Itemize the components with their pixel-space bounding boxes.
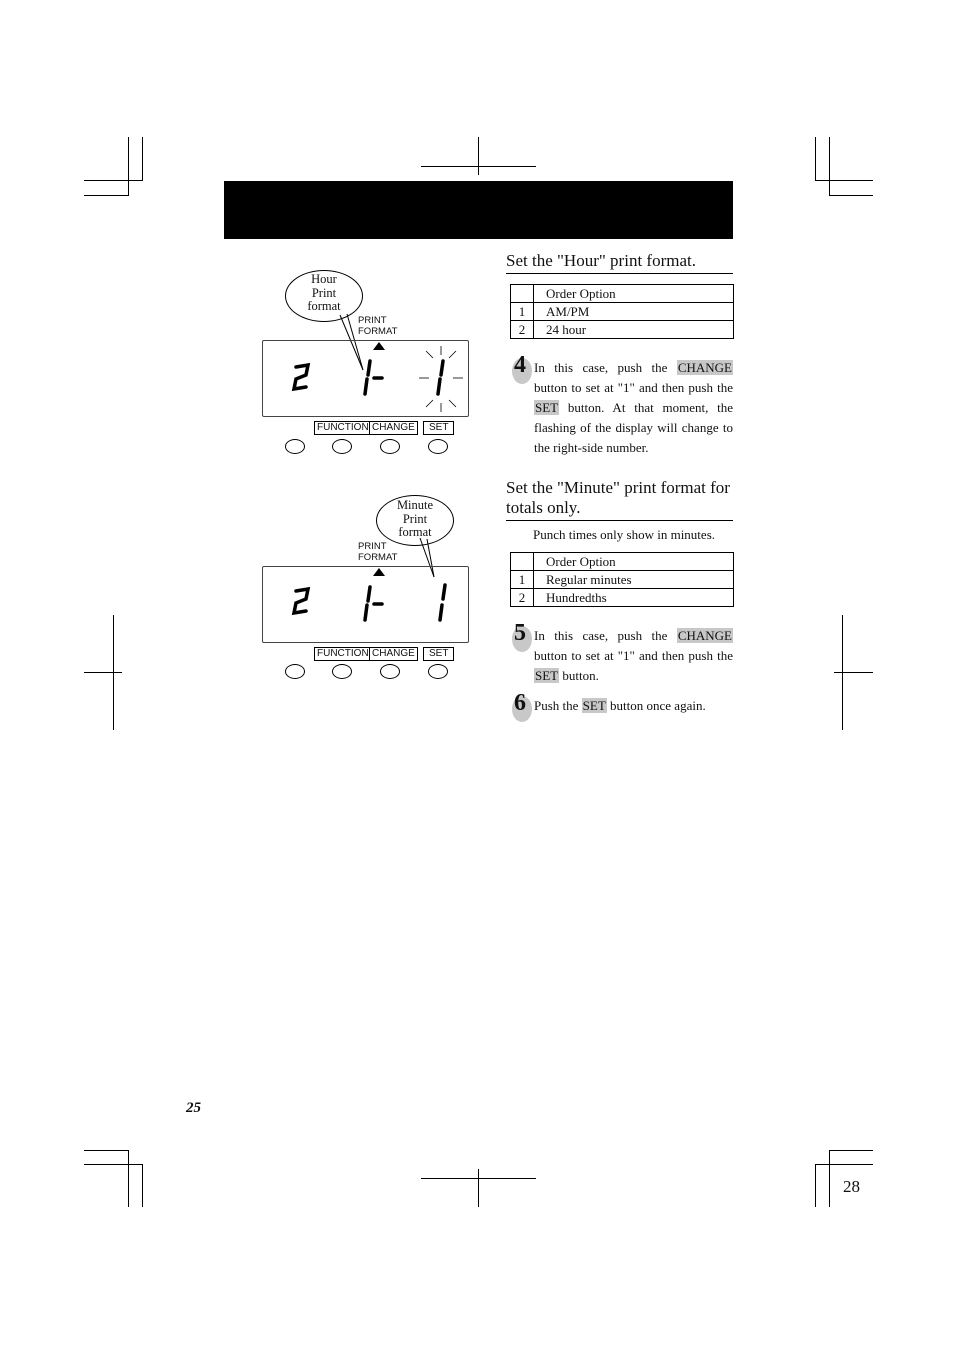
digit-2 [294,365,308,389]
change-button[interactable] [380,439,400,454]
table-row: 2 24 hour [511,321,734,339]
step-number-badge: 5 [510,622,532,652]
digit-2 [294,589,308,613]
right-page-number: 28 [843,1177,860,1196]
change-label: CHANGE [369,421,418,435]
digit-1 [365,361,382,394]
digit-1 [365,587,382,620]
hour-section-title: Set the "Hour" print format. [506,251,733,274]
set-label: SET [423,647,454,661]
step-4-text: In this case, push the CHANGE button to set at "1" and then push the SET button. At that moment, the flashing of the display will change to the right-side number. [534,360,733,455]
step-number-badge: 6 [510,692,532,722]
hour-options-table [510,284,734,339]
minute-options-table [510,552,734,607]
seven-segment-digits [263,567,468,642]
table-row: 1 Regular minutes [511,571,734,589]
flashing-digit-1 [438,361,443,394]
minute-section-subtitle: Punch times only show in minutes. [533,527,715,542]
function-button[interactable] [332,439,352,454]
function-label: FUNCTION [314,421,372,435]
function-button[interactable] [332,664,352,679]
set-button-ref: SET [582,698,606,713]
button-circle-1[interactable] [285,664,305,679]
lcd-display [262,566,469,643]
set-button[interactable] [428,439,448,454]
lcd-display [262,340,469,417]
function-label: FUNCTION [314,647,372,661]
minute-bubble: Minute Print format [376,495,454,546]
table-row: 2 Hundredths [511,589,734,607]
button-circle-1[interactable] [285,439,305,454]
seven-segment-digits [263,341,468,416]
set-button[interactable] [428,664,448,679]
change-button-ref: CHANGE [677,628,732,643]
table-header-row: Order Option [511,553,734,571]
digit-1-right [440,585,445,620]
step-6-text: Push the SET button once again. [534,698,706,713]
step-number-badge: 4 [510,354,532,384]
set-button-ref: SET [535,668,559,683]
set-button-ref: SET [535,400,559,415]
print-format-label: PRINT FORMAT [358,315,398,337]
change-label: CHANGE [369,647,418,661]
set-label: SET [423,421,454,435]
hour-bubble: Hour Print format [285,270,363,322]
change-button[interactable] [380,664,400,679]
minute-section-title: Set the "Minute" print format for totals only. [506,478,733,521]
change-button-ref: CHANGE [677,360,732,375]
left-page-number: 25 [186,1100,201,1116]
table-header-row: Order Option [511,285,734,303]
print-format-label: PRINT FORMAT [358,541,398,563]
table-row: 1 AM/PM [511,303,734,321]
header-bar [224,181,733,239]
step-5-text: In this case, push the CHANGE button to set at "1" and then push the SET button. [534,628,733,683]
